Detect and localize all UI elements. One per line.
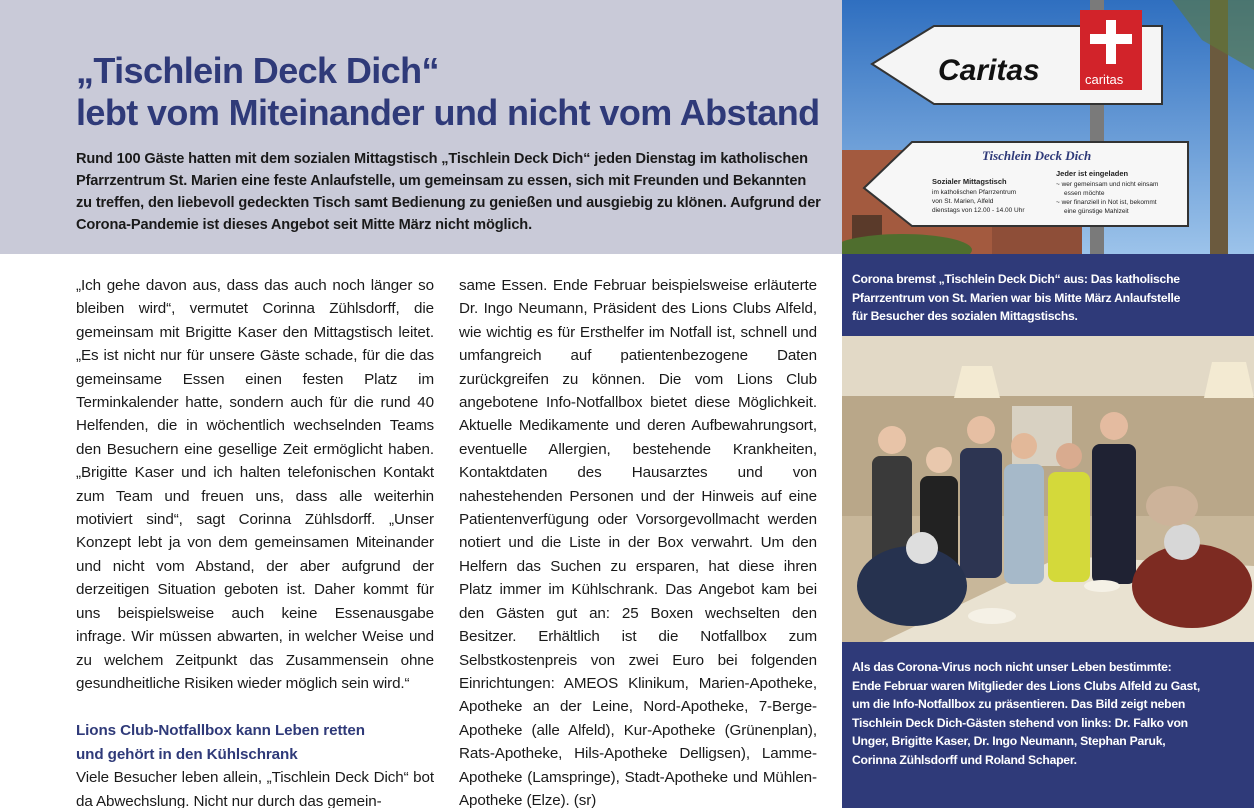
caption-line: Corinna Zühlsdorff und Roland Schaper.: [852, 752, 1077, 767]
body-paragraph: Viele Besucher leben allein, „Tischlein Deck Dich“ bot da Abwechslung. Nicht nur durch das gemein-: [76, 769, 434, 808]
sign-caritas-text: Caritas: [938, 54, 1040, 87]
sign-left-line: Sozialer Mittagstisch: [932, 177, 1007, 186]
sign-left-line: im katholischen Pfarrzentrum: [932, 189, 1017, 196]
photo-caritas-sign: [842, 0, 1254, 254]
article-headline: [76, 50, 836, 134]
text-column-2: [459, 274, 817, 808]
caritas-sign-illustration: [842, 0, 1254, 254]
caption-line: Ende Februar waren Mitglieder des Lions Clubs Alfeld zu Gast,: [852, 678, 1200, 693]
photo-caption-2: [842, 642, 1254, 808]
subheading-line-2: und gehört in den Kühlschrank: [76, 745, 298, 763]
sign-right-line: ~ wer gemeinsam und nicht einsam: [1056, 181, 1159, 188]
body-paragraph: „Ich gehe davon aus, dass das auch noch länger so bleiben wird“, vermutet Corinna Zühlsdorff, die gemeinsam mit Brigitte Kaser den Mittagstisch leitet. „Es ist nicht nur für unsere Gäste schade, für die das gemeinsame Essen einen festen Platz im Terminkalender hatte, sondern auch für die rund 40 Helfenden, die in wöchentlich wechselnden Teams den Besuchern eine gesellige Zeit ermöglicht haben. „Brigitte Kaser und ich halten telefonischen Kontakt zum Team und freuen uns, dass alle weiterhin motiviert sind“, sagt Corinna Zühlsdorff. „Unser Konzept lebt ja von dem gemeinsamen Miteinander und nicht vom Abstand, der aber aufgrund der derzeitigen Situation geboten ist. Daher kommt für uns beispielsweise auch keine Essenausgabe infrage. Wir müssen abwarten, in welcher Weise und zu welchem Zeitpunkt das Zusammensein ohne gesundheitliche Risiken wieder möglich sein wird.“: [76, 277, 434, 692]
headline-line-2: lebt vom Miteinander und nicht vom Abstand: [76, 92, 820, 133]
text-column-1: [76, 274, 434, 808]
sign-left-line: von St. Marien, Alfeld: [932, 198, 994, 205]
caption-line: Pfarrzentrum von St. Marien war bis Mitte März Anlaufstelle: [852, 290, 1181, 305]
group-photo-illustration: [842, 336, 1254, 642]
caption-line: Tischlein Deck Dich-Gästen stehend von links: Dr. Falko von: [852, 715, 1188, 730]
subheading-line-1: Lions Club-Notfallbox kann Leben retten: [76, 722, 365, 740]
caption-line: für Besucher des sozialen Mittagstischs.: [852, 309, 1078, 324]
sign-logo-text: caritas: [1085, 72, 1124, 87]
caption-line: um die Info-Notfallbox zu präsentieren. Das Bild zeigt neben: [852, 697, 1186, 712]
photo-group-dining-hall: [842, 336, 1254, 642]
caption-line: Als das Corona-Virus noch nicht unser Leben bestimmte:: [852, 660, 1172, 674]
sign-right-line: essen möchte: [1064, 190, 1105, 197]
sign-left-line: dienstags von 12.00 - 14.00 Uhr: [932, 207, 1025, 214]
caption-line: Corona bremst „Tischlein Deck Dich“ aus: Das katholische: [852, 272, 1180, 286]
photo-caption-1: [842, 254, 1254, 336]
article-lead: Rund 100 Gäste hatten mit dem sozialen Mittagstisch „Tischlein Deck Dich“ jeden Dienstag im katholischen Pfarrzentrum St. Marien eine feste Anlaufstelle, um gemeinsam zu essen, sich mit Freunden und Bekannten zu treffen, den liebevoll gedeckten Tisch samt Bedienung zu genießen und ausgiebig zu klönen. Aufgrund der Corona-Pandemie ist dieses Angebot seit Mitte März nicht möglich.: [76, 151, 821, 233]
sign-right-line: eine günstige Mahlzeit: [1064, 208, 1129, 215]
article-subheading: [76, 719, 434, 766]
sign-right-line: ~ wer finanziell in Not ist, bekommt: [1056, 199, 1157, 206]
sign-right-line: Jeder ist eingeladen: [1056, 169, 1129, 178]
sign-tischlein-text: Tischlein Deck Dich: [982, 148, 1092, 163]
caption-line: Unger, Brigitte Kaser, Dr. Ingo Neumann, Stephan Paruk,: [852, 734, 1166, 749]
body-paragraph: same Essen. Ende Februar beispielsweise erläuterte Dr. Ingo Neumann, Präsident des Lions Clubs Alfeld, wie wichtig es für Ersthelfer im Notfall ist, schnell und umfangreich auf patientenbezogene Daten zurückgreifen zu können. Die vom Lions Club angebotene Info-Notfallbox bietet diese Möglichkeit. Aktuelle Medikamente und deren Aufbewahrungsort, eventuelle Allergien, bestehende Krankheiten, Kontaktdaten des Hausarztes und von nahestehenden Personen und der Hinweis auf eine Patientenverfügung oder Vorsorgevollmacht werden notiert und die Liste in der Box verwahrt. Um den Helfern das Suchen zu ersparen, hat diese ihren Platz immer im Kühlschrank. Das Angebot kam bei den Gästen gut an: 25 Boxen wechselten den Besitzer. Erhältlich ist die Notfallbox zum Selbstkostenpreis von zwei Euro bei folgenden Einrichtungen: AMEOS Klinikum, Marien-Apotheke, Apotheke an der Leine, Nord-Apotheke, 7-Berge-Apotheke (alle Alfeld), Kur-Apotheke (Grünenplan), Rats-Apotheke, Hils-Apotheke Delligsen), Lamme-Apotheke (Lamspringe), Stadt-Apotheke und Mühlen-Apotheke (Elze). (sr): [459, 277, 817, 808]
headline-line-1: „Tischlein Deck Dich“: [76, 50, 439, 91]
